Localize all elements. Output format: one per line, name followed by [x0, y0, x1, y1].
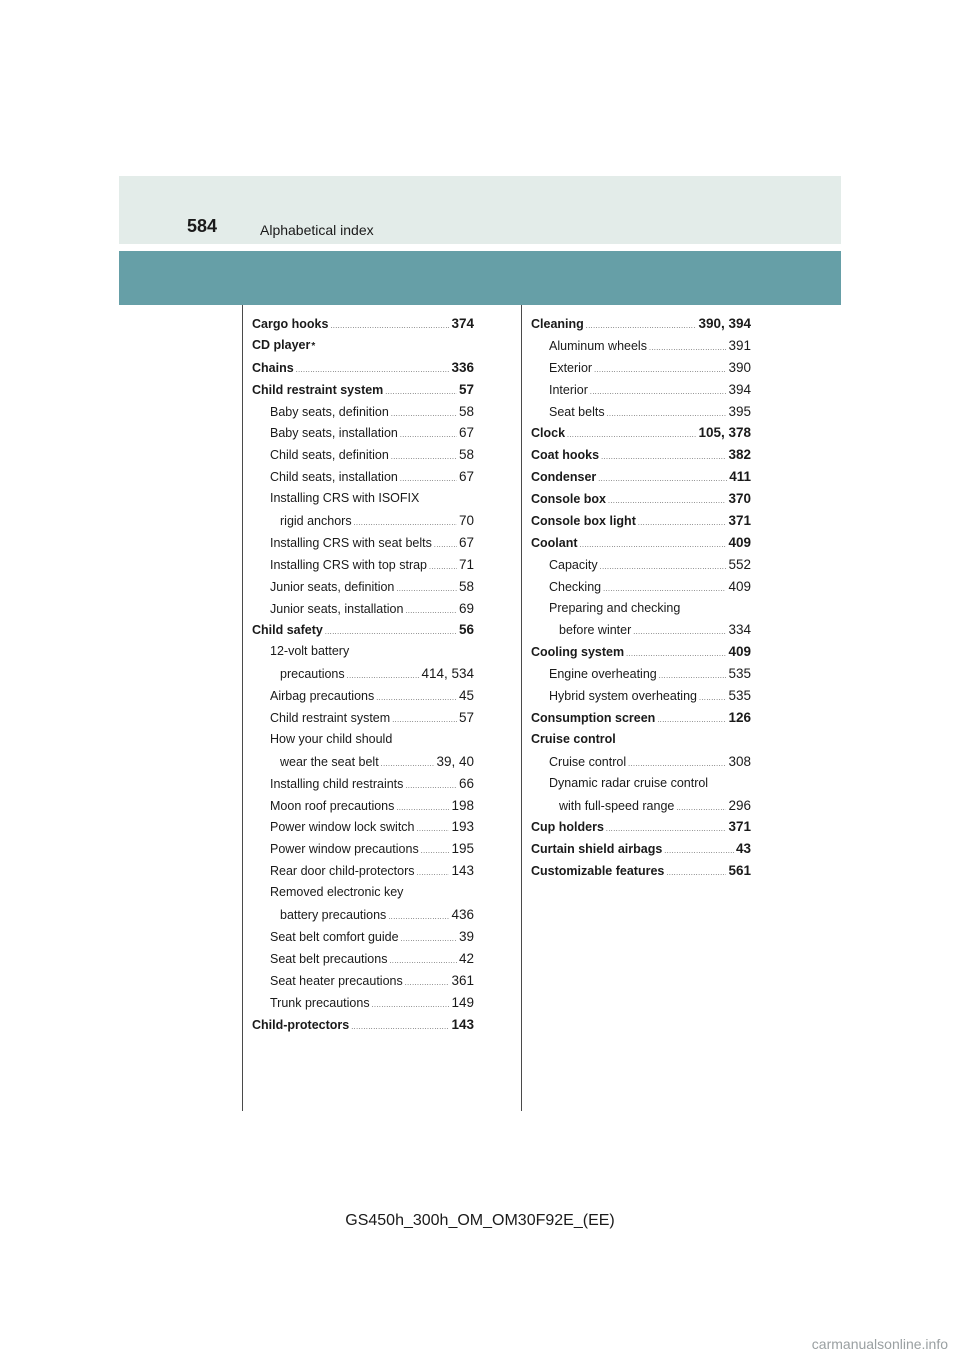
index-entry[interactable] [252, 841, 474, 863]
index-entry-label: Exterior [549, 360, 593, 375]
index-entry[interactable] [531, 425, 751, 447]
dot-leader [586, 323, 697, 330]
dot-leader [594, 367, 726, 374]
index-entry-label: How your child should [270, 731, 393, 746]
index-entry-label: Child restraint system [252, 382, 384, 397]
index-entry-page[interactable]: 58 [458, 403, 474, 419]
index-entry[interactable] [252, 754, 474, 776]
index-entry[interactable] [252, 425, 474, 447]
index-entry-page[interactable]: 411 [729, 469, 751, 485]
index-entry-label: 12-volt battery [270, 644, 350, 659]
index-entry[interactable] [531, 622, 751, 644]
index-entry-page[interactable]: 391 [728, 337, 751, 353]
dot-leader [385, 389, 457, 396]
index-entry-page[interactable]: 334 [728, 622, 751, 638]
index-entry-page[interactable]: 409 [728, 578, 751, 594]
index-entry-page[interactable]: 45 [458, 688, 474, 704]
index-entry[interactable] [252, 491, 474, 513]
index-entry-label: wear the seat belt [280, 754, 379, 769]
index-entry[interactable] [252, 360, 474, 382]
index-entry-page[interactable]: 56 [458, 622, 474, 638]
index-entry-label: Aluminum wheels [549, 338, 647, 353]
index-entry[interactable] [531, 404, 751, 426]
index-entry-page[interactable]: 390, 394 [698, 316, 751, 331]
index-entry-page[interactable]: 195 [451, 841, 474, 857]
index-entry-label: Seat belts [549, 404, 605, 419]
index-entry[interactable] [252, 338, 474, 360]
header-light-band [119, 176, 841, 244]
index-entry-page[interactable]: 58 [458, 578, 474, 594]
index-entry-page[interactable]: 149 [451, 994, 474, 1010]
index-entry-label: Cleaning [531, 317, 584, 331]
index-column-right [531, 316, 751, 885]
index-entry-label: Seat heater precautions [270, 973, 403, 988]
index-entry-label: with full-speed range [559, 798, 675, 813]
index-entry[interactable] [252, 798, 474, 820]
index-entry-label: Curtain shield airbags [531, 842, 663, 857]
dot-leader [401, 936, 457, 943]
index-entry-label: Installing child restraints [270, 776, 404, 791]
index-entry[interactable] [531, 732, 751, 754]
index-entry-page[interactable]: 193 [451, 819, 474, 835]
index-entry-page[interactable]: 42 [458, 950, 474, 966]
index-entry-label: Clock [531, 426, 566, 441]
index-entry[interactable] [531, 710, 751, 732]
index-entry[interactable] [531, 644, 751, 666]
index-entry-page[interactable]: 361 [451, 972, 474, 988]
index-entry-label: Preparing and checking [549, 600, 681, 615]
dot-leader [417, 826, 450, 833]
index-entry-page[interactable]: 70 [458, 513, 474, 529]
index-entry[interactable] [531, 316, 751, 338]
dot-leader [434, 542, 457, 549]
index-entry[interactable] [252, 644, 474, 666]
index-entry-page[interactable]: 382 [728, 447, 751, 463]
index-entry-label: Child restraint system [270, 711, 391, 726]
dot-leader [626, 651, 726, 658]
index-entry-label: before winter [559, 623, 632, 638]
index-entry[interactable] [252, 316, 474, 338]
index-entry[interactable] [531, 666, 751, 688]
dot-leader [417, 870, 450, 877]
index-entry-page[interactable]: 371 [728, 513, 751, 529]
index-entry[interactable] [531, 798, 751, 820]
index-entry[interactable] [252, 951, 474, 973]
index-entry[interactable] [252, 819, 474, 841]
index-entry[interactable] [252, 666, 474, 688]
index-entry-page[interactable]: 409 [728, 534, 751, 550]
dot-leader [330, 323, 449, 330]
index-entry[interactable] [252, 929, 474, 951]
index-entry[interactable] [252, 995, 474, 1017]
index-entry-label: Rear door child-protectors [270, 864, 415, 879]
index-entry-label: Cruise control [549, 754, 627, 769]
dot-leader [580, 542, 727, 549]
dot-leader [351, 1024, 449, 1031]
index-entry[interactable] [252, 579, 474, 601]
index-entry-page[interactable]: 371 [728, 819, 751, 835]
index-entry-page[interactable]: 409 [728, 644, 751, 660]
index-entry[interactable] [252, 1017, 474, 1039]
index-entry-page[interactable]: 552 [728, 556, 751, 572]
index-entry[interactable] [252, 885, 474, 907]
index-entry[interactable] [252, 469, 474, 491]
index-entry[interactable] [531, 491, 751, 513]
index-entry-label: Child-protectors [252, 1017, 350, 1032]
index-entry-label: Cooling system [531, 645, 625, 660]
index-entry-label: Installing CRS with seat belts [270, 535, 432, 550]
dot-leader [607, 411, 727, 418]
index-entry-label: Power window precautions [270, 842, 419, 857]
index-entry[interactable] [252, 513, 474, 535]
index-entry-page[interactable]: 71 [458, 556, 474, 572]
index-entry-label: Seat belt precautions [270, 951, 388, 966]
index-entry-label: Coat hooks [531, 448, 600, 463]
index-entry-page[interactable]: 57 [458, 381, 474, 397]
dot-leader [347, 673, 420, 680]
dot-leader [628, 761, 726, 768]
dot-leader [391, 411, 457, 418]
document-code: GS450h_300h_OM_OM30F92E_(EE) [345, 1212, 615, 1229]
dot-leader [649, 345, 727, 352]
dot-leader [659, 673, 727, 680]
dot-leader [608, 498, 726, 505]
index-entry-page[interactable]: 370 [728, 491, 751, 507]
dot-leader [664, 848, 734, 855]
index-entry-label: Moon roof precautions [270, 798, 395, 813]
index-entry-page[interactable]: 39 [458, 928, 474, 944]
index-entry[interactable] [531, 382, 751, 404]
index-entry[interactable] [531, 841, 751, 863]
dot-leader [389, 958, 457, 965]
index-entry-label: Removed electronic key [270, 885, 404, 900]
index-entry[interactable] [252, 535, 474, 557]
dot-leader [405, 608, 457, 615]
index-entry-label: Trunk precautions [270, 995, 370, 1010]
index-entry-page[interactable]: 394 [728, 381, 751, 397]
index-entry[interactable] [252, 447, 474, 469]
index-entry[interactable] [531, 819, 751, 841]
dot-leader [400, 476, 457, 483]
dot-leader [405, 980, 450, 987]
index-entry-label: Cup holders [531, 820, 604, 835]
index-entry-label: Power window lock switch [270, 820, 415, 835]
index-entry-label: Baby seats, definition [270, 404, 389, 419]
index-entry-label: Coolant [531, 535, 578, 550]
index-entry[interactable] [531, 513, 751, 535]
index-entry-page[interactable]: 66 [458, 775, 474, 791]
index-entry[interactable] [531, 863, 751, 885]
index-entry-label: Cruise control [531, 731, 616, 746]
index-entry-label: Baby seats, installation [270, 426, 398, 441]
index-entry-page[interactable]: 308 [728, 753, 751, 769]
index-entry-label: Seat belt comfort guide [270, 929, 399, 944]
dot-leader [372, 1002, 450, 1009]
section-title: Alphabetical index [260, 222, 374, 238]
index-entry-label: Child seats, installation [270, 470, 398, 485]
dot-leader [421, 848, 450, 855]
index-entry-page[interactable]: 105, 378 [698, 425, 751, 441]
index-entry[interactable] [531, 557, 751, 579]
dot-leader [392, 717, 457, 724]
dot-leader [296, 367, 450, 374]
index-entry-label: Dynamic radar cruise control [549, 775, 709, 790]
index-entry[interactable] [252, 404, 474, 426]
index-entry[interactable] [531, 535, 751, 557]
index-entry-page[interactable]: 414, 534 [421, 666, 474, 682]
index-entry-page[interactable]: 67 [458, 469, 474, 485]
index-entry-page[interactable]: 57 [458, 710, 474, 726]
header-teal-band [119, 251, 841, 305]
index-entry-page[interactable]: 198 [451, 797, 474, 813]
index-entry-label: Checking [549, 579, 602, 594]
index-entry-label: Junior seats, definition [270, 579, 395, 594]
footnote-marker: * [311, 340, 316, 352]
index-entry[interactable] [252, 710, 474, 732]
dot-leader [603, 586, 726, 593]
index-entry[interactable] [531, 754, 751, 776]
index-entry-label: Capacity [549, 557, 598, 572]
index-entry-page[interactable]: 67 [458, 425, 474, 441]
dot-leader [400, 432, 457, 439]
dot-leader [325, 629, 457, 636]
index-entry[interactable] [252, 973, 474, 995]
index-entry-label: Condenser [531, 470, 597, 485]
index-entry-label: Child seats, definition [270, 448, 389, 463]
index-entry-page[interactable]: 336 [451, 359, 474, 375]
index-entry-label: precautions [280, 667, 345, 682]
dot-leader [388, 914, 449, 921]
index-entry-page[interactable]: 535 [728, 688, 751, 704]
index-entry[interactable] [531, 360, 751, 382]
index-entry-page[interactable]: 395 [728, 403, 751, 419]
index-entry[interactable] [531, 469, 751, 491]
dot-leader [590, 389, 727, 396]
index-entry-label: Child safety [252, 623, 323, 638]
dot-leader [657, 717, 726, 724]
index-entry-label: Airbag precautions [270, 689, 375, 704]
index-entry-label: Engine overheating [549, 667, 657, 682]
dot-leader [429, 564, 457, 571]
index-entry-page[interactable]: 43 [735, 841, 751, 857]
watermark: carmanualsonline.info [811, 1336, 948, 1352]
index-entry[interactable] [252, 382, 474, 404]
dot-leader [666, 870, 726, 877]
index-entry-page[interactable]: 390 [728, 359, 751, 375]
dot-leader [396, 805, 449, 812]
index-entry-label: Junior seats, installation [270, 601, 404, 616]
index-entry[interactable] [252, 601, 474, 623]
index-entry[interactable] [252, 776, 474, 798]
index-entry-page[interactable]: 535 [728, 666, 751, 682]
dot-leader [600, 564, 727, 571]
index-entry-label: battery precautions [280, 908, 387, 923]
index-entry-label: Customizable features [531, 864, 665, 879]
index-entry-label: Chains [252, 360, 294, 375]
index-entry[interactable] [531, 601, 751, 623]
index-entry-page[interactable]: 39, 40 [436, 753, 474, 769]
index-entry-label: Installing CRS with ISOFIX [270, 491, 420, 506]
index-entry-page[interactable]: 58 [458, 447, 474, 463]
index-entry[interactable] [531, 338, 751, 360]
index-entry-label: Cargo hooks [252, 317, 329, 331]
index-entry[interactable] [252, 907, 474, 929]
index-entry[interactable] [252, 557, 474, 579]
index-entry-label: CD player [252, 337, 311, 352]
dot-leader [699, 695, 726, 702]
index-entry-label: Installing CRS with top strap [270, 557, 428, 572]
index-entry-page[interactable]: 296 [728, 797, 751, 813]
index-entry-label: Consumption screen [531, 711, 656, 726]
index-entry-page[interactable]: 374 [451, 316, 474, 331]
index-entry-label: Hybrid system overheating [549, 689, 697, 704]
dot-leader [601, 454, 726, 461]
index-entry-label: Interior [549, 382, 588, 397]
page-number: 584 [187, 216, 218, 236]
index-entry[interactable] [252, 688, 474, 710]
index-entry[interactable] [531, 776, 751, 798]
index-entry[interactable] [252, 732, 474, 754]
index-entry[interactable] [252, 863, 474, 885]
dot-leader [354, 520, 457, 527]
index-entry-label: Console box [531, 492, 607, 507]
dot-leader [567, 432, 696, 439]
index-entry-page[interactable]: 561 [728, 863, 751, 879]
dot-leader [676, 805, 726, 812]
dot-leader [396, 586, 457, 593]
index-entry[interactable] [531, 579, 751, 601]
dot-leader [381, 761, 435, 768]
dot-leader [638, 520, 727, 527]
dot-leader [633, 629, 726, 636]
index-entry-page[interactable]: 436 [451, 907, 474, 923]
column-rule-left [242, 305, 243, 1111]
dot-leader [405, 783, 457, 790]
index-entry[interactable] [531, 447, 751, 469]
index-entry-label: Console box light [531, 514, 636, 529]
index-entry-page[interactable]: 67 [458, 534, 474, 550]
index-entry-page[interactable]: 126 [728, 710, 751, 726]
dot-leader [598, 476, 727, 483]
index-entry-page[interactable]: 143 [451, 1016, 474, 1032]
dot-leader [376, 695, 457, 702]
index-entry[interactable] [252, 622, 474, 644]
dot-leader [391, 454, 457, 461]
index-entry-page[interactable]: 69 [458, 600, 474, 616]
index-entry-page[interactable]: 143 [451, 863, 474, 879]
index-column-left [252, 316, 474, 1038]
column-rule-right [521, 305, 522, 1111]
dot-leader [606, 826, 727, 833]
index-entry-label: rigid anchors [280, 514, 352, 529]
index-entry[interactable] [531, 688, 751, 710]
